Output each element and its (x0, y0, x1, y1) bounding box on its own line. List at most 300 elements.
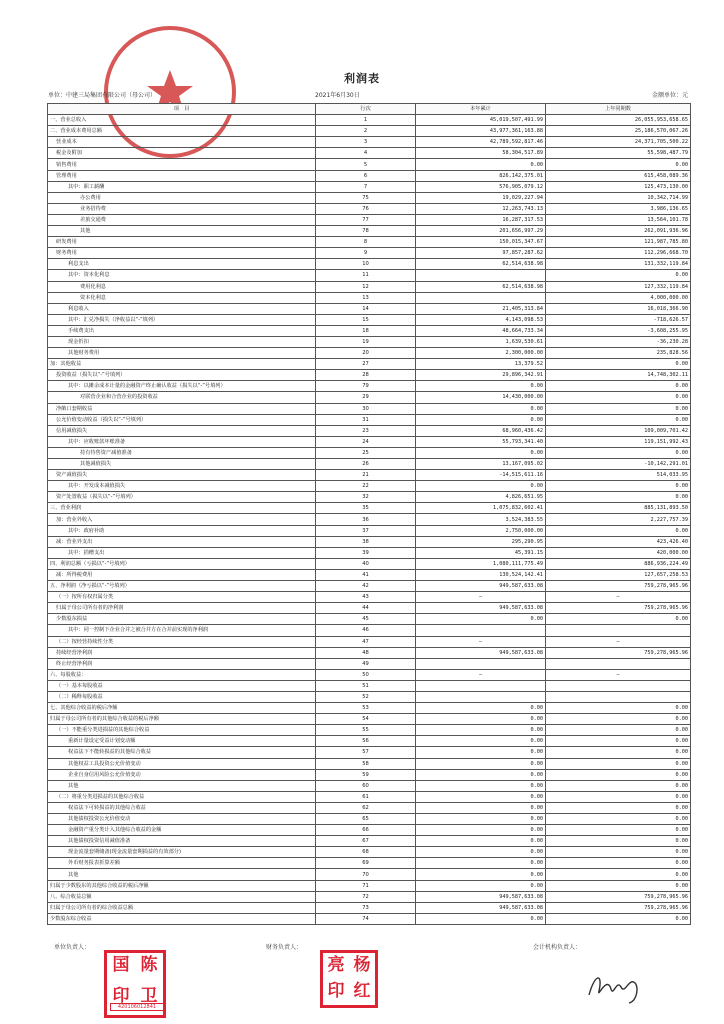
table-row (48, 547, 691, 558)
row-prior-amount: 0.00 (546, 492, 691, 503)
row-item-label: 三、营业利润 (48, 503, 316, 514)
row-prior-amount: 0.00 (546, 769, 691, 780)
row-current-amount: 0.00 (416, 836, 546, 847)
row-line-number: 62 (316, 802, 416, 813)
table-row (48, 370, 691, 381)
row-line-number: 77 (316, 214, 416, 225)
table-row (48, 669, 691, 680)
table-row (48, 691, 691, 702)
row-current-amount: 21,405,313.84 (416, 303, 546, 314)
table-row (48, 348, 691, 359)
table-row (48, 525, 691, 536)
row-current-amount: 45,391.15 (416, 547, 546, 558)
seal-char: 陈 (140, 955, 158, 975)
row-prior-amount: 131,332,119.84 (546, 259, 691, 270)
row-item-label: 八、综合收益总额 (48, 891, 316, 902)
row-current-amount: 0.00 (416, 736, 546, 747)
table-row (48, 703, 691, 714)
table-row (48, 203, 691, 214)
row-line-number: 74 (316, 913, 416, 924)
row-item-label: 财务费用 (48, 248, 316, 259)
row-prior-amount (546, 658, 691, 669)
row-item-label: 资本化利息 (48, 292, 316, 303)
row-item-label: 权益法下可转损益的其他综合收益 (48, 802, 316, 813)
row-prior-amount: 0.00 (546, 747, 691, 758)
row-prior-amount: 0.00 (546, 725, 691, 736)
row-current-amount: 150,015,347.67 (416, 237, 546, 248)
row-item-label: 五、净利润（净亏损以“-”号填列） (48, 581, 316, 592)
row-current-amount: 0.00 (416, 791, 546, 802)
row-current-amount: 949,587,633.08 (416, 902, 546, 913)
table-row (48, 281, 691, 292)
row-item-label: 其他债权投资公允价值变动 (48, 814, 316, 825)
row-current-amount: 48,664,733.34 (416, 325, 546, 336)
row-prior-amount: 119,151,992.43 (546, 436, 691, 447)
row-item-label: 其中：开发成本减值损失 (48, 481, 316, 492)
row-item-label: 企业自身信用风险公允价值变动 (48, 769, 316, 780)
row-line-number: 40 (316, 558, 416, 569)
row-prior-amount: 420,000.00 (546, 547, 691, 558)
row-current-amount: 0.00 (416, 614, 546, 625)
row-line-number: 45 (316, 614, 416, 625)
row-prior-amount: 0.00 (546, 758, 691, 769)
row-prior-amount: 0.00 (546, 381, 691, 392)
table-row (48, 436, 691, 447)
row-prior-amount: 0.00 (546, 858, 691, 869)
row-line-number: 1 (316, 115, 416, 126)
row-current-amount: 0.00 (416, 447, 546, 458)
table-row (48, 237, 691, 248)
table-row (48, 725, 691, 736)
row-line-number: 15 (316, 314, 416, 325)
finance-personal-seal (320, 950, 378, 1008)
table-row (48, 492, 691, 503)
row-current-amount: 201,656,997.29 (416, 226, 546, 237)
row-current-amount: 29,896,342.91 (416, 370, 546, 381)
row-prior-amount: -36,230.28 (546, 336, 691, 347)
row-item-label: （二）将重分类进损益的其他综合收益 (48, 791, 316, 802)
row-line-number: 18 (316, 325, 416, 336)
row-prior-amount: 24,371,705,500.22 (546, 137, 691, 148)
row-current-amount: 0.00 (416, 913, 546, 924)
row-line-number: 35 (316, 503, 416, 514)
table-row (48, 747, 691, 758)
row-prior-amount: 0.00 (546, 825, 691, 836)
income-statement-table (47, 103, 691, 925)
row-line-number: 70 (316, 869, 416, 880)
table-row (48, 891, 691, 902)
seal-char: 红 (353, 981, 371, 1001)
row-current-amount: 3,524,383.55 (416, 514, 546, 525)
row-item-label: 减：所得税费用 (48, 569, 316, 580)
row-line-number: 65 (316, 814, 416, 825)
row-line-number: 54 (316, 714, 416, 725)
table-row (48, 680, 691, 691)
row-prior-amount: — (546, 592, 691, 603)
table-row (48, 192, 691, 203)
row-current-amount: — (416, 592, 546, 603)
row-item-label: 加：营业外收入 (48, 514, 316, 525)
row-item-label: 归属于母公司所有者的其他综合收益的税后净额 (48, 714, 316, 725)
row-line-number: 5 (316, 159, 416, 170)
row-current-amount (416, 658, 546, 669)
row-prior-amount: 127,332,119.84 (546, 281, 691, 292)
reporting-unit: 单位：中建三局集团有限公司（母公司） (48, 92, 157, 99)
column-header-line: 行次 (316, 104, 416, 115)
row-line-number: 23 (316, 425, 416, 436)
row-current-amount: 0.00 (416, 714, 546, 725)
row-item-label: 加：其他收益 (48, 359, 316, 370)
row-line-number: 49 (316, 658, 416, 669)
row-prior-amount: 0.00 (546, 359, 691, 370)
row-item-label: 持有待售资产减值准备 (48, 447, 316, 458)
row-current-amount: 826,142,375.01 (416, 170, 546, 181)
row-item-label: 外币财务报表折算差额 (48, 858, 316, 869)
table-row (48, 414, 691, 425)
table-row (48, 214, 691, 225)
row-current-amount: 0.00 (416, 769, 546, 780)
row-prior-amount: 2,227,757.39 (546, 514, 691, 525)
row-line-number: 4 (316, 148, 416, 159)
row-item-label: 七、其他综合收益的税后净额 (48, 703, 316, 714)
row-current-amount: 4,143,098.53 (416, 314, 546, 325)
row-prior-amount: 16,018,366.90 (546, 303, 691, 314)
row-line-number: 58 (316, 758, 416, 769)
row-current-amount: 1,639,530.61 (416, 336, 546, 347)
row-item-label: 税金及附加 (48, 148, 316, 159)
row-item-label: 其他 (48, 869, 316, 880)
table-row (48, 825, 691, 836)
table-row (48, 481, 691, 492)
row-line-number: 11 (316, 270, 416, 281)
row-current-amount (416, 270, 546, 281)
row-current-amount: 0.00 (416, 814, 546, 825)
row-prior-amount: 0.00 (546, 447, 691, 458)
row-current-amount: 0.00 (416, 780, 546, 791)
row-line-number: 20 (316, 348, 416, 359)
row-prior-amount: 10,342,714.99 (546, 192, 691, 203)
row-item-label: （一）基本每股收益 (48, 680, 316, 691)
row-prior-amount: 127,657,258.53 (546, 569, 691, 580)
row-prior-amount: 0.00 (546, 780, 691, 791)
table-row (48, 137, 691, 148)
table-row (48, 736, 691, 747)
row-line-number: 21 (316, 470, 416, 481)
row-prior-amount: 759,278,965.96 (546, 581, 691, 592)
row-prior-amount: 423,426.40 (546, 536, 691, 547)
row-line-number: 43 (316, 592, 416, 603)
table-row (48, 581, 691, 592)
row-line-number: 37 (316, 525, 416, 536)
row-item-label: 其他 (48, 780, 316, 791)
table-row (48, 558, 691, 569)
row-item-label: 其中：汇兑净损失（净收益以“-”填列） (48, 314, 316, 325)
row-prior-amount: 14,748,302.11 (546, 370, 691, 381)
row-current-amount: 576,905,079.12 (416, 181, 546, 192)
row-item-label: 其中：捐赠支出 (48, 547, 316, 558)
row-item-label: 利息收入 (48, 303, 316, 314)
row-line-number: 60 (316, 780, 416, 791)
row-prior-amount: 0.00 (546, 880, 691, 891)
row-line-number: 30 (316, 403, 416, 414)
row-prior-amount: 0.00 (546, 703, 691, 714)
table-row (48, 658, 691, 669)
row-item-label: 利息支出 (48, 259, 316, 270)
row-item-label: 六、每股收益： (48, 669, 316, 680)
row-prior-amount: 885,131,893.50 (546, 503, 691, 514)
row-current-amount: 13,379.52 (416, 359, 546, 370)
row-line-number: 42 (316, 581, 416, 592)
row-line-number: 39 (316, 547, 416, 558)
row-item-label: 现金流量套期储备(现金流量套期损益的有效部分) (48, 847, 316, 858)
row-item-label: 其他财务费用 (48, 348, 316, 359)
row-prior-amount: 55,598,487.79 (546, 148, 691, 159)
row-prior-amount: 0.00 (546, 403, 691, 414)
table-row (48, 292, 691, 303)
row-item-label: 少数股东损益 (48, 614, 316, 625)
row-current-amount: — (416, 669, 546, 680)
row-prior-amount: 759,278,965.96 (546, 891, 691, 902)
row-line-number: 68 (316, 847, 416, 858)
row-prior-amount: — (546, 669, 691, 680)
row-line-number: 12 (316, 281, 416, 292)
row-item-label: （二）按经营持续性分类 (48, 636, 316, 647)
table-row (48, 869, 691, 880)
table-row (48, 381, 691, 392)
table-row (48, 248, 691, 259)
table-row (48, 603, 691, 614)
table-row (48, 503, 691, 514)
table-row (48, 780, 691, 791)
row-current-amount: 0.00 (416, 725, 546, 736)
row-item-label: 信用减值损失 (48, 425, 316, 436)
table-row (48, 836, 691, 847)
row-item-label: 手续费支出 (48, 325, 316, 336)
row-prior-amount: 759,278,965.96 (546, 647, 691, 658)
page-title: 利润表 (344, 72, 380, 85)
row-item-label: 终止经营净利润 (48, 658, 316, 669)
row-current-amount: 949,587,633.08 (416, 603, 546, 614)
table-row (48, 447, 691, 458)
finance-head-label: 财务负责人： (266, 944, 303, 951)
row-line-number: 25 (316, 447, 416, 458)
table-row (48, 625, 691, 636)
row-item-label: 业务招待费 (48, 203, 316, 214)
seal-char: 亮 (327, 955, 345, 975)
row-item-label: 其中：资本化利息 (48, 270, 316, 281)
row-item-label: 资产处置收益（损失以“-”号填列） (48, 492, 316, 503)
row-current-amount: 0.00 (416, 802, 546, 813)
table-row (48, 880, 691, 891)
row-current-amount: 2,300,000.00 (416, 348, 546, 359)
row-current-amount (416, 691, 546, 702)
table-row (48, 259, 691, 270)
row-line-number: 73 (316, 902, 416, 913)
row-prior-amount: 235,828.56 (546, 348, 691, 359)
row-current-amount: 58,304,517.89 (416, 148, 546, 159)
row-current-amount: 0.00 (416, 858, 546, 869)
row-item-label: （二）稀释每股收益 (48, 691, 316, 702)
row-line-number: 46 (316, 625, 416, 636)
row-current-amount (416, 680, 546, 691)
column-header-item: 项 目 (48, 104, 316, 115)
row-current-amount: -14,515,611.16 (416, 470, 546, 481)
accounting-head-label: 会计机构负责人： (533, 944, 582, 951)
row-line-number: 6 (316, 170, 416, 181)
table-row (48, 614, 691, 625)
table-row (48, 126, 691, 137)
row-line-number: 51 (316, 680, 416, 691)
row-line-number: 75 (316, 192, 416, 203)
row-line-number: 32 (316, 492, 416, 503)
seal-char: 印 (112, 986, 130, 1006)
row-prior-amount: -3,608,255.95 (546, 325, 691, 336)
row-line-number: 61 (316, 791, 416, 802)
row-line-number: 24 (316, 436, 416, 447)
row-current-amount: 0.00 (416, 414, 546, 425)
row-current-amount: 949,587,633.08 (416, 647, 546, 658)
row-item-label: 权益法下不能转损益的其他综合收益 (48, 747, 316, 758)
row-item-label: 归属于母公司所有者的综合收益总额 (48, 902, 316, 913)
row-item-label: 一、营业总收入 (48, 115, 316, 126)
row-prior-amount (546, 625, 691, 636)
row-current-amount: 1,075,832,602.41 (416, 503, 546, 514)
row-current-amount: 0.00 (416, 869, 546, 880)
table-row (48, 514, 691, 525)
row-prior-amount: 0.00 (546, 614, 691, 625)
row-item-label: 其中：应收账款坏账准备 (48, 436, 316, 447)
row-prior-amount: -10,142,291.01 (546, 459, 691, 470)
row-current-amount: 0.00 (416, 381, 546, 392)
row-line-number: 79 (316, 381, 416, 392)
row-current-amount: 0.00 (416, 747, 546, 758)
row-current-amount: 949,587,633.08 (416, 581, 546, 592)
row-prior-amount: 0.00 (546, 869, 691, 880)
row-line-number: 14 (316, 303, 416, 314)
row-prior-amount: 125,473,130.00 (546, 181, 691, 192)
table-row (48, 847, 691, 858)
row-item-label: 净敞口套期收益 (48, 403, 316, 414)
table-row (48, 858, 691, 869)
row-current-amount: 43,977,361,163.88 (416, 126, 546, 137)
row-current-amount: 42,789,592,817.46 (416, 137, 546, 148)
row-current-amount: 97,857,287.62 (416, 248, 546, 259)
row-current-amount: 62,514,638.98 (416, 259, 546, 270)
row-item-label: 管理费用 (48, 170, 316, 181)
row-item-label: 研发费用 (48, 237, 316, 248)
row-current-amount: 0.00 (416, 703, 546, 714)
table-row (48, 270, 691, 281)
row-current-amount (416, 625, 546, 636)
table-row (48, 314, 691, 325)
row-prior-amount: 4,000,000.00 (546, 292, 691, 303)
row-line-number: 78 (316, 226, 416, 237)
row-line-number: 10 (316, 259, 416, 270)
row-line-number: 38 (316, 536, 416, 547)
row-item-label: 归属于母公司所有者的净利润 (48, 603, 316, 614)
row-current-amount: 0.00 (416, 159, 546, 170)
row-current-amount: 16,287,317.53 (416, 214, 546, 225)
row-item-label: 少数股东综合收益 (48, 913, 316, 924)
row-current-amount: 0.00 (416, 880, 546, 891)
table-row (48, 115, 691, 126)
row-line-number: 26 (316, 459, 416, 470)
row-prior-amount: 13,564,101.78 (546, 214, 691, 225)
row-current-amount: 130,524,142.41 (416, 569, 546, 580)
row-item-label: 费用化利息 (48, 281, 316, 292)
table-row (48, 536, 691, 547)
table-row (48, 159, 691, 170)
row-current-amount: 45,019,507,491.99 (416, 115, 546, 126)
row-item-label: 投资收益（损失以“-”号填列） (48, 370, 316, 381)
row-line-number: 76 (316, 203, 416, 214)
row-prior-amount: 0.00 (546, 802, 691, 813)
table-row (48, 470, 691, 481)
row-prior-amount: 0.00 (546, 270, 691, 281)
table-row (48, 913, 691, 924)
row-item-label: 现金折扣 (48, 336, 316, 347)
row-prior-amount (546, 680, 691, 691)
row-prior-amount: 0.00 (546, 836, 691, 847)
row-line-number: 56 (316, 736, 416, 747)
row-prior-amount: 109,009,701.42 (546, 425, 691, 436)
row-current-amount: 4,826,651.95 (416, 492, 546, 503)
row-line-number: 2 (316, 126, 416, 137)
column-header-current: 本年累计 (416, 104, 546, 115)
row-prior-amount: 0.00 (546, 714, 691, 725)
row-line-number: 36 (316, 514, 416, 525)
row-current-amount: 295,290.95 (416, 536, 546, 547)
row-item-label: 公允价值变动收益（损失以“-”号填列） (48, 414, 316, 425)
table-row (48, 791, 691, 802)
row-item-label: 金融资产重分类计入其他综合收益的金额 (48, 825, 316, 836)
row-line-number: 67 (316, 836, 416, 847)
row-prior-amount: -718,626.57 (546, 314, 691, 325)
row-prior-amount: 262,091,936.96 (546, 226, 691, 237)
row-line-number: 13 (316, 292, 416, 303)
row-line-number: 48 (316, 647, 416, 658)
table-row (48, 569, 691, 580)
row-item-label: 其他权益工具投资公允价值变动 (48, 758, 316, 769)
row-prior-amount: 0.00 (546, 847, 691, 858)
row-prior-amount: 0.00 (546, 414, 691, 425)
table-row (48, 459, 691, 470)
row-item-label: 重新计量设定受益计划变动额 (48, 736, 316, 747)
row-item-label: 其他减值损失 (48, 459, 316, 470)
row-current-amount (416, 292, 546, 303)
table-row (48, 170, 691, 181)
row-item-label: 其中：同一控制下企业合并之被合并方在合并前实现的净利润 (48, 625, 316, 636)
row-current-amount: 0.00 (416, 481, 546, 492)
row-line-number: 19 (316, 336, 416, 347)
row-item-label: 其他债权投资信用减值准备 (48, 836, 316, 847)
head-seal-code: 420106012841 (110, 1003, 164, 1011)
row-prior-amount: 759,278,965.96 (546, 902, 691, 913)
row-prior-amount: 0.00 (546, 913, 691, 924)
row-current-amount: 949,587,633.08 (416, 891, 546, 902)
row-current-amount: 0.00 (416, 825, 546, 836)
row-item-label: 销售费用 (48, 159, 316, 170)
table-row (48, 802, 691, 813)
row-prior-amount: 121,987,785.80 (546, 237, 691, 248)
row-item-label: 持续经营净利润 (48, 647, 316, 658)
table-row (48, 226, 691, 237)
report-date: 2021年6月30日 (315, 92, 360, 99)
table-row (48, 425, 691, 436)
row-line-number: 47 (316, 636, 416, 647)
currency-unit: 金额单位：元 (651, 92, 688, 99)
row-prior-amount: 759,278,965.96 (546, 603, 691, 614)
